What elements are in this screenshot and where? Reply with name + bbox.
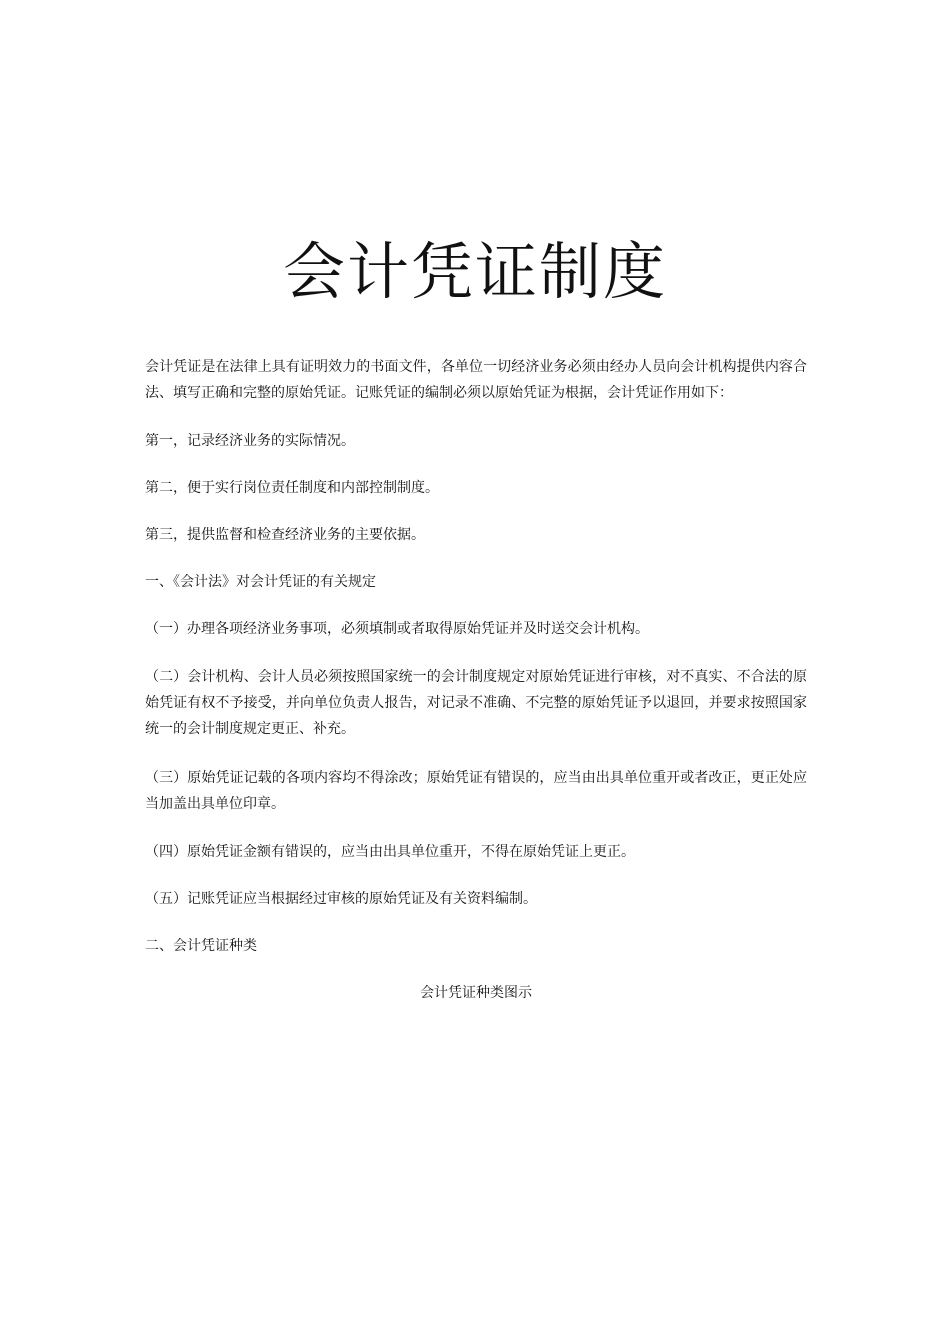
figure-caption: 会计凭证种类图示 [420,985,532,1001]
function-item-3: 第三，提供监督和检查经济业务的主要依据。 [145,527,425,543]
section-heading-2: 二、会计凭证种类 [145,938,257,954]
intro-paragraph: 会计凭证是在法律上具有证明效力的书面文件，各单位一切经济业务必须由经办人员向会计机构提供内容合法、填写正确和完整的原始凭证。记账凭证的编制必须以原始凭证为根据，会计凭证作用如下： [145,359,807,401]
function-item-1: 第一，记录经济业务的实际情况。 [145,433,355,449]
document-body [145,354,807,1005]
rule-item-2: （二）会计机构、会计人员必须按照国家统一的会计制度规定对原始凭证进行审核，对不真实、不合法的原始凭证有权不予接受，并向单位负责人报告，对记录不准确、不完整的原始凭证予以退回，并要求按照国家统一的会计制度规定更正、补充。 [145,669,807,737]
section-heading-1: 一、《会计法》对会计凭证的有关规定 [145,574,376,590]
rule-item-3: （三）原始凭证记载的各项内容均不得涂改；原始凭证有错误的，应当由出具单位重开或者改正，更正处应当加盖出具单位印章。 [145,770,807,812]
page-title: 会计凭证制度 [282,235,667,308]
rule-item-5: （五）记账凭证应当根据经过审核的原始凭证及有关资料编制。 [145,891,537,907]
function-item-2: 第二，便于实行岗位责任制度和内部控制制度。 [145,480,439,496]
rule-item-1: （一）办理各项经济业务事项，必须填制或者取得原始凭证并及时送交会计机构。 [145,621,649,637]
rule-item-4: （四）原始凭证金额有错误的，应当由出具单位重开，不得在原始凭证上更正。 [145,844,635,860]
